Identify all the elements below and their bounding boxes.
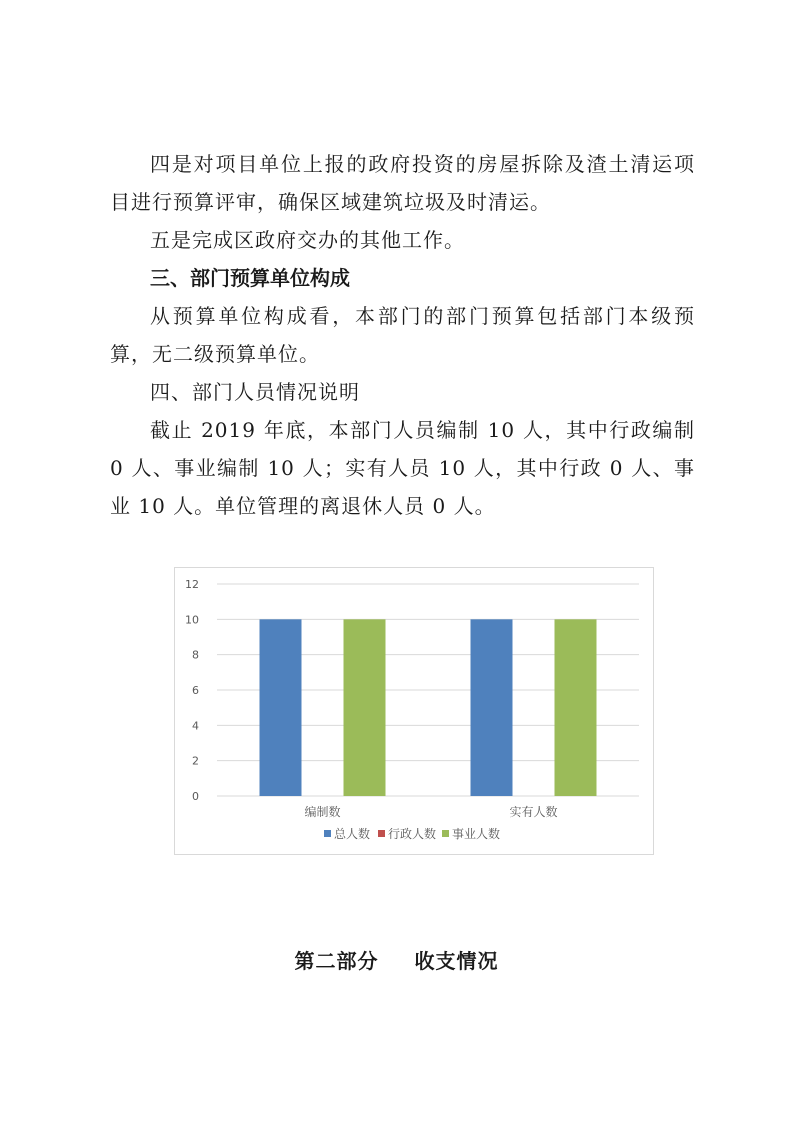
y-tick-label: 2 — [192, 754, 199, 768]
legend-label: 事业人数 — [452, 827, 501, 841]
bar-1-2 — [471, 619, 513, 796]
paragraph-item-four: 四是对项目单位上报的政府投资的房屋拆除及渣土清运项目进行预算评审，确保区域建筑垃圾及时清运。 — [110, 152, 695, 214]
bar-3-2 — [555, 619, 597, 796]
y-tick-label: 12 — [185, 578, 199, 591]
x-category-label: 编制数 — [304, 805, 341, 819]
section-heading-four: 四、部门人员情况说明 — [150, 380, 360, 404]
y-tick-label: 8 — [192, 648, 199, 662]
part-title-text: 收支情况 — [414, 949, 499, 973]
legend-swatch — [378, 830, 385, 837]
x-category-label: 实有人数 — [509, 805, 558, 819]
y-tick-label: 0 — [192, 790, 199, 803]
legend-label: 行政人数 — [388, 827, 437, 841]
y-tick-label: 6 — [192, 684, 199, 697]
paragraph-staff-info: 截止 2019 年底，本部门人员编制 10 人，其中行政编制 0 人、事业编制 10 人；实有人员 10 人，其中行政 0 人、事业 10 人。单位管理的离退休人员 0 人。 — [110, 418, 695, 518]
chart-svg — [175, 568, 655, 856]
part-title — [0, 945, 793, 974]
bar-1-1 — [260, 619, 302, 796]
bar-3-1 — [344, 619, 386, 796]
y-tick-label: 4 — [192, 719, 199, 733]
staff-bar-chart — [174, 567, 654, 855]
y-tick-label: 10 — [185, 613, 199, 627]
legend-swatch — [442, 830, 449, 837]
part-title-number: 第二部分 — [294, 949, 379, 973]
paragraph-item-five: 五是完成区政府交办的其他工作。 — [150, 228, 465, 252]
section-heading-three: 三、部门预算单位构成 — [150, 266, 350, 290]
legend-swatch — [324, 830, 331, 837]
paragraph-budget-units: 从预算单位构成看，本部门的部门预算包括部门本级预算，无二级预算单位。 — [110, 304, 695, 366]
legend-label: 总人数 — [334, 827, 371, 841]
